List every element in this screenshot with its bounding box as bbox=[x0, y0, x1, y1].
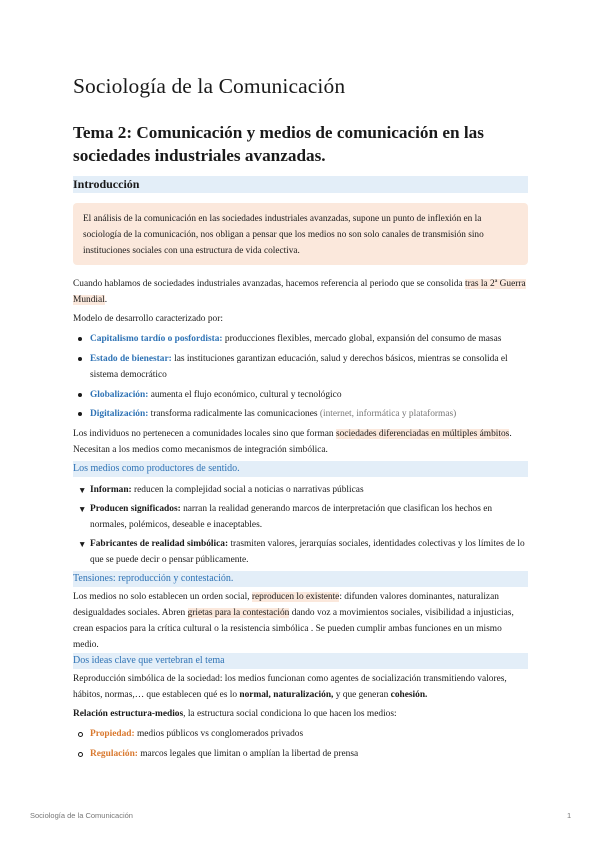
list-item-text: transforma radicalmente las comunicaciones bbox=[148, 409, 320, 419]
toggle-triangle-icon[interactable]: ▼ bbox=[78, 539, 87, 549]
toggle-keyword: Producen significados: bbox=[90, 504, 181, 514]
paragraph-text: Reproducción simbólica de la sociedad: los medios funcionan como agentes de socialización transmitiendo valores, hábitos, normas,… que establecen qué es lo bbox=[73, 674, 507, 700]
bold-text: Relación estructura-medios bbox=[73, 709, 184, 719]
toggle-keyword: Fabricantes de realidad simbólica: bbox=[90, 539, 229, 549]
paragraph-tensions bbox=[73, 589, 528, 653]
section-heading-introduccion: Introducción bbox=[73, 176, 528, 193]
list-item-text: medios públicos vs conglomerados privados bbox=[134, 729, 304, 739]
bullet-icon bbox=[78, 752, 83, 757]
footer-page-number: 1 bbox=[567, 811, 572, 820]
list-item-keyword: Capitalismo tardío o posfordista: bbox=[90, 334, 223, 344]
paragraph-text: , la estructura social condiciona lo que hacen los medios: bbox=[183, 709, 397, 719]
paragraph-text: Los medios no solo establecen un orden social, bbox=[73, 592, 252, 602]
paragraph-individuals bbox=[73, 426, 528, 458]
footer-title: Sociología de la Comunicación bbox=[30, 811, 133, 820]
list-item-text: aumenta el flujo económico, cultural y tecnológico bbox=[148, 390, 342, 400]
toggle-text: narran la realidad generando marcos de interpretación que clasifican los hechos en normales, polémicos, deseable e inaceptables. bbox=[90, 504, 493, 530]
paragraph-text: Los individuos no pertenecen a comunidades locales sino que forman bbox=[73, 429, 336, 439]
intro-callout bbox=[73, 203, 528, 265]
highlight: sociedades diferenciadas en múltiples ámbitos bbox=[335, 429, 510, 439]
toggle-text: reducen la complejidad social a noticias o narrativas públicas bbox=[131, 485, 364, 495]
section-heading-tensiones: Tensiones: reproducción y contestación. bbox=[73, 571, 528, 587]
list-item-keyword: Globalización: bbox=[90, 390, 149, 400]
topic-title: Tema 2: Comunicación y medios de comunicación en las sociedades industriales avanzadas. bbox=[73, 123, 484, 165]
bullet-icon bbox=[78, 337, 82, 341]
paragraph-text: y que generan bbox=[333, 690, 391, 700]
toggle-text: trasmiten valores, jerarquías sociales, identidades colectivas y los límites de lo que se puede decir o pensar públicamente. bbox=[90, 539, 525, 565]
paragraph-structure bbox=[73, 706, 528, 722]
bullet-icon bbox=[78, 357, 82, 361]
paragraph-model: Modelo de desarrollo caracterizado por: bbox=[73, 314, 223, 324]
bullet-icon bbox=[78, 412, 82, 416]
list-item-keyword: Estado de bienestar: bbox=[90, 354, 172, 364]
list-item-note: (internet, informática y plataformas) bbox=[319, 409, 457, 419]
bold-text: normal, naturalización, bbox=[239, 690, 334, 700]
section-heading-ideas: Dos ideas clave que vertebran el tema bbox=[73, 653, 528, 669]
highlight: tras la 2ª Guerra Mundial bbox=[73, 279, 526, 305]
callout-text: El análisis de la comunicación en las sociedades industriales avanzadas, supone un punto de inflexión en la sociología de la comunicación, nos obligan a pensar que los medios no son solo canales de transmisión sino instituciones sociales con una estructura de vida colectiva. bbox=[83, 214, 484, 256]
highlight: grietas para la contestación bbox=[187, 608, 290, 618]
bullet-icon bbox=[78, 393, 82, 397]
toggle-keyword: Informan: bbox=[90, 485, 132, 495]
list-item-text: marcos legales que limitan o amplían la libertad de prensa bbox=[137, 749, 359, 759]
paragraph-text: dando voz a movimientos sociales, visibilidad a injusticias, crean espacios para la crítica cultural o la resistencia simbólica . Se pueden cumplir ambas funciones en un mismo medio. bbox=[73, 608, 514, 650]
highlight: reproducen lo existente bbox=[251, 592, 340, 602]
paragraph-text: . Necesitan a los medios como mecanismos de integración simbólica. bbox=[73, 429, 512, 455]
paragraph-text: Cuando hablamos de sociedades industriales avanzadas, hacemos referencia al periodo que se consolida bbox=[73, 279, 466, 289]
paragraph-text: . bbox=[104, 295, 108, 305]
section-heading-medios: Los medios como productores de sentido. bbox=[73, 461, 528, 477]
paragraph-reproduction bbox=[73, 671, 528, 703]
list-item-keyword: Digitalización: bbox=[90, 409, 149, 419]
bullet-icon bbox=[78, 732, 83, 737]
list-item-text: producciones flexibles, mercado global, expansión del consumo de masas bbox=[222, 334, 502, 344]
list-item-text: las instituciones garantizan educación, salud y derechos básicos, mientras se consolida el sistema democrático bbox=[90, 354, 508, 380]
bold-text: cohesión. bbox=[390, 690, 428, 700]
paragraph-postwar bbox=[73, 276, 528, 308]
toggle-triangle-icon[interactable]: ▼ bbox=[78, 485, 87, 495]
list-item-keyword: Propiedad: bbox=[90, 729, 135, 739]
document-title: Sociología de la Comunicación bbox=[73, 74, 346, 98]
toggle-triangle-icon[interactable]: ▼ bbox=[78, 504, 87, 514]
paragraph-text: : difunden valores dominantes, naturalizan desigualdades sociales. Abren bbox=[73, 592, 499, 618]
list-item-keyword: Regulación: bbox=[90, 749, 138, 759]
